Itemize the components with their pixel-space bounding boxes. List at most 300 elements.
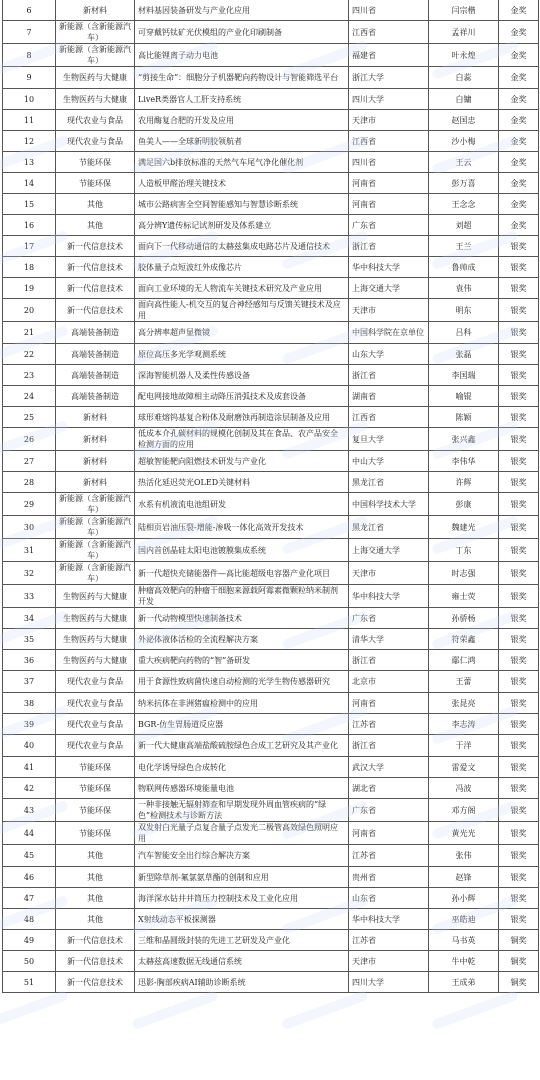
row-number-cell: 19 <box>3 278 56 299</box>
organization-cell: 上海交通大学 <box>349 539 429 562</box>
table-row <box>3 428 539 451</box>
person-cell: 时志强 <box>429 562 499 585</box>
table-row <box>3 845 539 867</box>
row-number-cell: 21 <box>3 322 56 344</box>
award-cell: 银奖 <box>499 299 539 322</box>
category-cell: 节能环保 <box>56 152 135 173</box>
organization-cell: 四川大学 <box>349 89 429 110</box>
organization-cell: 贵州省 <box>349 867 429 888</box>
award-cell: 银奖 <box>499 909 539 930</box>
table-row <box>3 539 539 562</box>
table-row <box>3 131 539 152</box>
project-name-cell: 外泌体液体活检的全流程解决方案 <box>135 629 349 650</box>
category-cell: 新能源（含新能源汽车） <box>56 562 135 585</box>
project-name-cell: 双发射白光量子点复合量子点发光二极管高效绿色照明应用 <box>135 822 349 845</box>
table-row <box>3 407 539 428</box>
category-cell: 其他 <box>56 194 135 215</box>
row-number-cell: 42 <box>3 778 56 799</box>
award-cell: 银奖 <box>499 629 539 650</box>
person-cell: 叶永煌 <box>429 44 499 67</box>
category-cell: 新一代信息技术 <box>56 951 135 972</box>
person-cell: 邓方阁 <box>429 799 499 822</box>
category-cell: 生物医药与大健康 <box>56 608 135 629</box>
category-cell: 现代农业与食品 <box>56 671 135 693</box>
row-number-cell: 45 <box>3 845 56 867</box>
table-row <box>3 778 539 799</box>
organization-cell: 武汉大学 <box>349 757 429 778</box>
category-cell: 新一代信息技术 <box>56 299 135 322</box>
table-row <box>3 386 539 407</box>
table-row <box>3 215 539 236</box>
organization-cell: 黑龙江省 <box>349 472 429 493</box>
category-cell: 高端装备制造 <box>56 344 135 365</box>
project-name-cell: 新型除草剂-氟氯氨草酯的创制和应用 <box>135 867 349 888</box>
table-row <box>3 822 539 845</box>
project-name-cell: 可穿戴钙钛矿光伏模组的产业化印刷制备 <box>135 21 349 44</box>
category-cell: 节能环保 <box>56 173 135 194</box>
organization-cell: 清华大学 <box>349 629 429 650</box>
row-number-cell: 13 <box>3 152 56 173</box>
row-number-cell: 24 <box>3 386 56 407</box>
award-cell: 银奖 <box>499 650 539 671</box>
award-cell: 银奖 <box>499 757 539 778</box>
category-cell: 生物医药与大健康 <box>56 89 135 110</box>
project-name-cell: 三维和晶圆级封装的先进工艺研发及产业化 <box>135 930 349 951</box>
award-cell: 金奖 <box>499 215 539 236</box>
award-cell: 银奖 <box>499 562 539 585</box>
row-number-cell: 23 <box>3 365 56 386</box>
organization-cell: 河南省 <box>349 822 429 845</box>
organization-cell: 江苏省 <box>349 930 429 951</box>
organization-cell: 河南省 <box>349 693 429 714</box>
project-name-cell: 农用酶复合肥的开发及应用 <box>135 110 349 131</box>
row-number-cell: 34 <box>3 608 56 629</box>
watermark-mark <box>131 990 219 1030</box>
organization-cell: 江苏省 <box>349 845 429 867</box>
award-cell: 银奖 <box>499 344 539 365</box>
award-cell: 银奖 <box>499 516 539 539</box>
person-cell: 吕科 <box>429 322 499 344</box>
project-name-cell: 海洋深水钻井井筒压力控制技术及工业化应用 <box>135 888 349 909</box>
person-cell: 赵国忠 <box>429 110 499 131</box>
award-cell: 金奖 <box>499 110 539 131</box>
category-cell: 新能源（含新能源汽车） <box>56 44 135 67</box>
row-number-cell: 25 <box>3 407 56 428</box>
award-cell: 银奖 <box>499 714 539 735</box>
award-cell: 铜奖 <box>499 930 539 951</box>
table-row <box>3 629 539 650</box>
row-number-cell: 49 <box>3 930 56 951</box>
organization-cell: 中国科学院在京单位 <box>349 322 429 344</box>
person-cell: 刘超 <box>429 215 499 236</box>
award-cell: 银奖 <box>499 407 539 428</box>
award-cell: 银奖 <box>499 799 539 822</box>
award-cell: 银奖 <box>499 386 539 407</box>
row-number-cell: 50 <box>3 951 56 972</box>
organization-cell: 河南省 <box>349 194 429 215</box>
project-name-cell: 新一代动物模型快速制备技术 <box>135 608 349 629</box>
category-cell: 现代农业与食品 <box>56 131 135 152</box>
organization-cell: 福建省 <box>349 44 429 67</box>
project-name-cell: 太赫兹高速数据无线通信系统 <box>135 951 349 972</box>
category-cell: 现代农业与食品 <box>56 714 135 735</box>
person-cell: 鲁帅成 <box>429 257 499 278</box>
row-number-cell: 47 <box>3 888 56 909</box>
project-name-cell: 陆相页岩油压裂-增能-渗吸一体化高效开发技术 <box>135 516 349 539</box>
project-name-cell: 汽车智能安全出行综合解决方案 <box>135 845 349 867</box>
row-number-cell: 33 <box>3 585 56 608</box>
organization-cell: 广东省 <box>349 608 429 629</box>
organization-cell: 上海交通大学 <box>349 278 429 299</box>
row-number-cell: 31 <box>3 539 56 562</box>
project-name-cell: 胶体量子点短波红外成像芯片 <box>135 257 349 278</box>
organization-cell: 华中科技大学 <box>349 257 429 278</box>
table-row <box>3 472 539 493</box>
table-row <box>3 322 539 344</box>
row-number-cell: 8 <box>3 44 56 67</box>
category-cell: 节能环保 <box>56 757 135 778</box>
category-cell: 节能环保 <box>56 778 135 799</box>
awards-table-body <box>3 0 539 993</box>
organization-cell: 天津市 <box>349 110 429 131</box>
award-cell: 银奖 <box>499 428 539 451</box>
person-cell: 喻锟 <box>429 386 499 407</box>
category-cell: 现代农业与食品 <box>56 110 135 131</box>
award-cell: 银奖 <box>499 493 539 516</box>
row-number-cell: 35 <box>3 629 56 650</box>
person-cell: 李伟华 <box>429 451 499 472</box>
row-number-cell: 29 <box>3 493 56 516</box>
award-cell: 银奖 <box>499 693 539 714</box>
row-number-cell: 10 <box>3 89 56 110</box>
person-cell: 许辉 <box>429 472 499 493</box>
watermark-mark <box>431 990 519 1030</box>
row-number-cell: 43 <box>3 799 56 822</box>
row-number-cell: 41 <box>3 757 56 778</box>
organization-cell: 中国科学技术大学 <box>349 493 429 516</box>
award-cell: 银奖 <box>499 608 539 629</box>
award-cell: 银奖 <box>499 735 539 757</box>
row-number-cell: 26 <box>3 428 56 451</box>
person-cell: 张伟 <box>429 845 499 867</box>
organization-cell: 江西省 <box>349 21 429 44</box>
person-cell: 孙小辉 <box>429 888 499 909</box>
award-cell: 银奖 <box>499 671 539 693</box>
category-cell: 新一代信息技术 <box>56 930 135 951</box>
organization-cell: 湖南省 <box>349 386 429 407</box>
organization-cell: 北京市 <box>349 671 429 693</box>
award-cell: 银奖 <box>499 257 539 278</box>
category-cell: 其他 <box>56 845 135 867</box>
project-name-cell: 面向下一代移动通信的太赫兹集成电路芯片及通信技术 <box>135 236 349 257</box>
table-row <box>3 799 539 822</box>
category-cell: 新一代信息技术 <box>56 236 135 257</box>
category-cell: 新能源（含新能源汽车） <box>56 539 135 562</box>
table-row <box>3 278 539 299</box>
table-row <box>3 44 539 67</box>
table-row <box>3 671 539 693</box>
table-row <box>3 299 539 322</box>
table-row <box>3 67 539 89</box>
organization-cell: 中山大学 <box>349 451 429 472</box>
row-number-cell: 44 <box>3 822 56 845</box>
organization-cell: 浙江省 <box>349 735 429 757</box>
award-cell: 金奖 <box>499 173 539 194</box>
organization-cell: 浙江省 <box>349 365 429 386</box>
project-name-cell: 电化学诱导绿色合成转化 <box>135 757 349 778</box>
table-row <box>3 930 539 951</box>
award-cell: 银奖 <box>499 539 539 562</box>
organization-cell: 浙江省 <box>349 236 429 257</box>
row-number-cell: 40 <box>3 735 56 757</box>
row-number-cell: 12 <box>3 131 56 152</box>
project-name-cell: 原位高压多光学观测系统 <box>135 344 349 365</box>
category-cell: 节能环保 <box>56 799 135 822</box>
category-cell: 现代农业与食品 <box>56 693 135 714</box>
organization-cell: 浙江大学 <box>349 67 429 89</box>
organization-cell: 广东省 <box>349 799 429 822</box>
person-cell: 张昆亮 <box>429 693 499 714</box>
category-cell: 新一代信息技术 <box>56 257 135 278</box>
category-cell: 生物医药与大健康 <box>56 629 135 650</box>
table-row <box>3 972 539 993</box>
project-name-cell: 重大疾病靶向药物的“智”备研发 <box>135 650 349 671</box>
category-cell: 新能源（含新能源汽车） <box>56 21 135 44</box>
table-row <box>3 451 539 472</box>
row-number-cell: 20 <box>3 299 56 322</box>
award-cell: 银奖 <box>499 867 539 888</box>
category-cell: 新能源（含新能源汽车） <box>56 493 135 516</box>
person-cell: 张磊 <box>429 344 499 365</box>
person-cell: 雍士荧 <box>429 585 499 608</box>
table-row <box>3 757 539 778</box>
person-cell: 明东 <box>429 299 499 322</box>
award-cell: 银奖 <box>499 365 539 386</box>
project-name-cell: 水系有机液流电池组研发 <box>135 493 349 516</box>
project-name-cell: X射线动态平板探测器 <box>135 909 349 930</box>
person-cell: 雷爱文 <box>429 757 499 778</box>
table-row <box>3 714 539 735</box>
person-cell: 丁东 <box>429 539 499 562</box>
person-cell: 冯波 <box>429 778 499 799</box>
table-row <box>3 888 539 909</box>
table-row <box>3 735 539 757</box>
table-row <box>3 89 539 110</box>
category-cell: 新一代信息技术 <box>56 278 135 299</box>
person-cell: 魏建光 <box>429 516 499 539</box>
organization-cell: 天津市 <box>349 562 429 585</box>
organization-cell: 四川省 <box>349 152 429 173</box>
category-cell: 现代农业与食品 <box>56 735 135 757</box>
row-number-cell: 6 <box>3 0 56 21</box>
project-name-cell: 深海智能机器人及柔性传感设备 <box>135 365 349 386</box>
project-name-cell: 新一代大健康高端盐酸硫胺绿色合成工艺研究及其产业化 <box>135 735 349 757</box>
award-cell: 铜奖 <box>499 972 539 993</box>
table-row <box>3 173 539 194</box>
watermark-mark <box>0 990 69 1030</box>
person-cell: 王念念 <box>429 194 499 215</box>
award-cell: 银奖 <box>499 236 539 257</box>
person-cell: 巫皓迪 <box>429 909 499 930</box>
project-name-cell: 高分辨Y遗传标记试剂研发及体系建立 <box>135 215 349 236</box>
award-cell: 金奖 <box>499 21 539 44</box>
table-row <box>3 608 539 629</box>
category-cell: 新材料 <box>56 451 135 472</box>
award-cell: 银奖 <box>499 472 539 493</box>
table-row <box>3 951 539 972</box>
organization-cell: 天津市 <box>349 299 429 322</box>
row-number-cell: 46 <box>3 867 56 888</box>
project-name-cell: 迅影-胸部疾病AI辅助诊断系统 <box>135 972 349 993</box>
row-number-cell: 16 <box>3 215 56 236</box>
project-name-cell: 新一代超快充储能器件—高比能超级电容器产业化项目 <box>135 562 349 585</box>
watermark-mark <box>281 990 369 1030</box>
organization-cell: 复旦大学 <box>349 428 429 451</box>
table-row <box>3 562 539 585</box>
project-name-cell: BGR-仿生胃肠道反应器 <box>135 714 349 735</box>
person-cell: 马书英 <box>429 930 499 951</box>
category-cell: 新材料 <box>56 472 135 493</box>
table-row <box>3 152 539 173</box>
organization-cell: 浙江省 <box>349 650 429 671</box>
table-row <box>3 909 539 930</box>
project-name-cell: 国内首创晶硅太阳电池镀膜集成系统 <box>135 539 349 562</box>
project-name-cell: 用于食源性致病菌快速自动检测的光学生物传感器研究 <box>135 671 349 693</box>
project-name-cell: 满足国六b排放标准的天然气车尾气净化催化剂 <box>135 152 349 173</box>
person-cell: 彭万喜 <box>429 173 499 194</box>
row-number-cell: 36 <box>3 650 56 671</box>
table-row <box>3 650 539 671</box>
project-name-cell: 城市公路病害全空间智能感知与智慧诊断系统 <box>135 194 349 215</box>
organization-cell: 华中科技大学 <box>349 585 429 608</box>
person-cell: 彭康 <box>429 493 499 516</box>
row-number-cell: 9 <box>3 67 56 89</box>
organization-cell: 山东大学 <box>349 344 429 365</box>
organization-cell: 天津市 <box>349 951 429 972</box>
project-name-cell: 配电网接地故障相主动降压消弧技术及成套设备 <box>135 386 349 407</box>
table-row <box>3 867 539 888</box>
person-cell: 于洋 <box>429 735 499 757</box>
organization-cell: 四川大学 <box>349 972 429 993</box>
award-cell: 银奖 <box>499 585 539 608</box>
row-number-cell: 30 <box>3 516 56 539</box>
table-row <box>3 344 539 365</box>
table-row <box>3 516 539 539</box>
category-cell: 高端装备制造 <box>56 322 135 344</box>
organization-cell: 江苏省 <box>349 714 429 735</box>
row-number-cell: 51 <box>3 972 56 993</box>
category-cell: 生物医药与大健康 <box>56 585 135 608</box>
award-cell: 金奖 <box>499 0 539 21</box>
project-name-cell: 物联网传感器环境能量电池 <box>135 778 349 799</box>
row-number-cell: 11 <box>3 110 56 131</box>
table-row <box>3 21 539 44</box>
row-number-cell: 39 <box>3 714 56 735</box>
person-cell: 白镛 <box>429 89 499 110</box>
row-number-cell: 48 <box>3 909 56 930</box>
organization-cell: 河南省 <box>349 173 429 194</box>
category-cell: 高端装备制造 <box>56 386 135 407</box>
category-cell: 新一代信息技术 <box>56 972 135 993</box>
project-name-cell: LiveR类器官人工肝支持系统 <box>135 89 349 110</box>
category-cell: 新材料 <box>56 0 135 21</box>
table-row <box>3 194 539 215</box>
row-number-cell: 7 <box>3 21 56 44</box>
person-cell: 孟祥川 <box>429 21 499 44</box>
person-cell: 赵锋 <box>429 867 499 888</box>
person-cell: 王成弟 <box>429 972 499 993</box>
person-cell: 孙骄杨 <box>429 608 499 629</box>
person-cell: 王兰 <box>429 236 499 257</box>
person-cell: 李志涛 <box>429 714 499 735</box>
person-cell: 李国瑞 <box>429 365 499 386</box>
award-cell: 银奖 <box>499 778 539 799</box>
row-number-cell: 28 <box>3 472 56 493</box>
project-name-cell: 鱼美人——全球新明胶领航者 <box>135 131 349 152</box>
award-cell: 金奖 <box>499 131 539 152</box>
award-cell: 银奖 <box>499 845 539 867</box>
person-cell: 白蕊 <box>429 67 499 89</box>
person-cell: 黄光光 <box>429 822 499 845</box>
organization-cell: 四川省 <box>349 0 429 21</box>
project-name-cell: 低成本介孔碳材料的规模化创制及其在食品、农产品安全检测方面的应用 <box>135 428 349 451</box>
category-cell: 高端装备制造 <box>56 365 135 386</box>
project-name-cell: 球形难熔钨基复合粉体及耐磨蚀再制造涂层制备及应用 <box>135 407 349 428</box>
project-name-cell: 热活化延迟荧光OLED关键材料 <box>135 472 349 493</box>
project-name-cell: 材料基因装备研发与产业化应用 <box>135 0 349 21</box>
person-cell: 牛中乾 <box>429 951 499 972</box>
row-number-cell: 27 <box>3 451 56 472</box>
person-cell: 王蕾 <box>429 671 499 693</box>
category-cell: 其他 <box>56 909 135 930</box>
person-cell: 符荣鑫 <box>429 629 499 650</box>
table-row <box>3 365 539 386</box>
row-number-cell: 22 <box>3 344 56 365</box>
organization-cell: 湖北省 <box>349 778 429 799</box>
table-row <box>3 110 539 131</box>
category-cell: 新材料 <box>56 428 135 451</box>
project-name-cell: 人造板甲醛治理关键技术 <box>135 173 349 194</box>
organization-cell: 山东省 <box>349 888 429 909</box>
category-cell: 新材料 <box>56 407 135 428</box>
project-name-cell: 超敏智能靶向阻燃技术研发与产业化 <box>135 451 349 472</box>
project-name-cell: “剪接生命”：细胞分子机器靶向药物设计与智能筛选平台 <box>135 67 349 89</box>
project-name-cell: 高比能锂离子动力电池 <box>135 44 349 67</box>
person-cell: 陈颖 <box>429 407 499 428</box>
award-cell: 金奖 <box>499 194 539 215</box>
row-number-cell: 15 <box>3 194 56 215</box>
category-cell: 其他 <box>56 215 135 236</box>
project-name-cell: 高分辨率超声显微镜 <box>135 322 349 344</box>
row-number-cell: 37 <box>3 671 56 693</box>
award-cell: 银奖 <box>499 322 539 344</box>
organization-cell: 江西省 <box>349 131 429 152</box>
award-cell: 银奖 <box>499 822 539 845</box>
award-cell: 银奖 <box>499 888 539 909</box>
organization-cell: 黑龙江省 <box>349 516 429 539</box>
project-name-cell: 面向工业环境的无人物流车关键技术研究及产业应用 <box>135 278 349 299</box>
row-number-cell: 18 <box>3 257 56 278</box>
row-number-cell: 14 <box>3 173 56 194</box>
project-name-cell: 肿瘤高效靶向的肿瘤干细胞来源载阿霉素微颗粒纳米制剂开发 <box>135 585 349 608</box>
organization-cell: 江西省 <box>349 407 429 428</box>
row-number-cell: 38 <box>3 693 56 714</box>
row-number-cell: 32 <box>3 562 56 585</box>
category-cell: 新能源（含新能源汽车） <box>56 516 135 539</box>
person-cell: 张兴鑫 <box>429 428 499 451</box>
person-cell: 闫宗楷 <box>429 0 499 21</box>
organization-cell: 华中科技大学 <box>349 909 429 930</box>
